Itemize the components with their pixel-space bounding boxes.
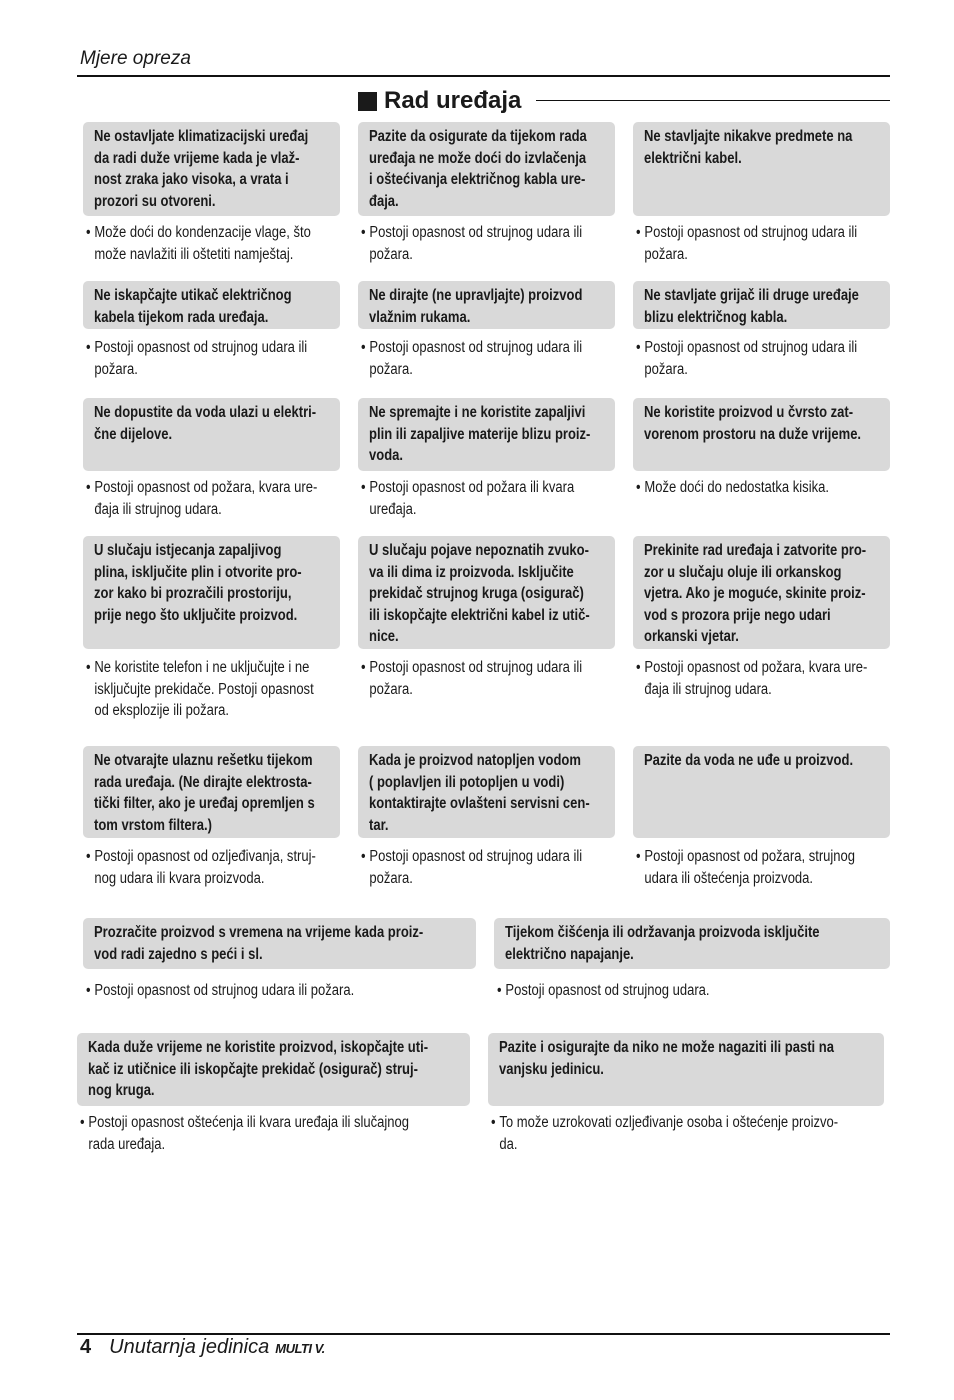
warning-note-text: Postoji opasnost oštećenja ili kvara uređaja ili slučajnog rada uređaja. xyxy=(88,1114,410,1153)
warning-note xyxy=(361,222,618,265)
bullet-icon: • xyxy=(86,479,91,496)
bullet-icon: • xyxy=(636,659,641,676)
running-header: Mjere opreza xyxy=(80,48,191,69)
header-rule xyxy=(77,75,890,77)
warning-title: Tijekom čišćenja ili održavanja proizvoda isključite električno napajanje. xyxy=(505,924,820,963)
warning-note xyxy=(491,1112,887,1155)
warning-title: Ne koristite proizvod u čvrsto zat- vorenom prostoru na duže vrijeme. xyxy=(644,404,862,443)
warning-note xyxy=(361,337,618,380)
warning-title: U slučaju istjecanja zapaljivog plina, isključite plin i otvorite pro- zor kako bi prozračili prostoriju, prije nego što uključite proizvod. xyxy=(94,542,302,624)
warning-note-text: Može doći do nedostatka kisika. xyxy=(644,479,829,496)
warning-title: Prekinite rad uređaja i zatvorite pro- zor u slučaju oluje ili orkanskog vjetra. Ako je moguće, skinite proiz- vod s prozora prije nego udari orkanski vjetar. xyxy=(644,542,867,645)
warning-box xyxy=(77,1033,470,1106)
warning-box xyxy=(358,122,615,216)
bullet-icon: • xyxy=(636,479,641,496)
bullet-icon: • xyxy=(86,848,91,865)
bullet-icon: • xyxy=(361,339,366,356)
warning-box xyxy=(83,918,476,969)
warning-box xyxy=(358,398,615,471)
footer xyxy=(80,1336,325,1359)
bullet-icon: • xyxy=(636,224,641,241)
warning-box xyxy=(358,536,615,649)
warning-title: U slučaju pojave nepoznatih zvuko- va ili dima iz proizvoda. Isključite prekidač strujnog kruga (osigurač) ili iskopčajte električni kabel iz utič- nice. xyxy=(369,542,590,645)
warning-title: Pazite i osigurajte da niko ne može nagaziti ili pasti na vanjsku jedinicu. xyxy=(499,1039,834,1078)
warning-title: Kada duže vrijeme ne koristite proizvod, iskopčajte uti- kač iz utičnice ili iskopčajte prekidač (osigurač) struj- nog kruga. xyxy=(88,1039,429,1099)
warning-note-text: Postoji opasnost od strujnog udara ili požara. xyxy=(94,982,355,999)
warning-note-text: Postoji opasnost od požara, kvara ure- đaja ili strujnog udara. xyxy=(644,659,868,698)
warning-box xyxy=(633,746,890,838)
bullet-icon: • xyxy=(86,339,91,356)
warning-note-text: Postoji opasnost od ozljeđivanja, struj- nog udara ili kvara proizvoda. xyxy=(94,848,316,887)
warning-title: Prozračite proizvod s vremena na vrijeme kada proiz- vod radi zajedno s peći i sl. xyxy=(94,924,424,963)
page-number: 4 xyxy=(80,1336,92,1358)
bullet-icon: • xyxy=(491,1114,496,1131)
warning-note xyxy=(86,337,343,380)
warning-note xyxy=(86,657,343,722)
warning-note xyxy=(361,477,618,520)
warning-note-text: Postoji opasnost od strujnog udara. xyxy=(505,982,710,999)
warning-title: Ne dirajte (ne upravljajte) proizvod vlažnim rukama. xyxy=(369,287,583,326)
warning-note xyxy=(636,477,893,499)
warning-title: Pazite da voda ne uđe u proizvod. xyxy=(644,752,854,769)
warning-box xyxy=(358,746,615,838)
warning-note xyxy=(361,846,618,889)
warning-note-text: Postoji opasnost od strujnog udara ili požara. xyxy=(644,339,858,378)
warning-note-text: Postoji opasnost od strujnog udara ili požara. xyxy=(369,339,583,378)
warning-title: Pazite da osigurate da tijekom rada uređaja ne može doći do izvlačenja i oštećivanja električnog kabla ure- đaja. xyxy=(369,128,587,210)
warning-title: Ne spremajte i ne koristite zapaljivi plin ili zapaljive materije blizu proiz- voda. xyxy=(369,404,591,464)
section-title-text: Rad uređaja xyxy=(384,87,522,114)
warning-note xyxy=(86,980,479,1002)
warning-note xyxy=(636,846,893,889)
warning-note-text: Postoji opasnost od strujnog udara ili požara. xyxy=(369,224,583,263)
bullet-icon: • xyxy=(497,982,502,999)
warning-note xyxy=(497,980,893,1002)
footer-rule xyxy=(77,1333,890,1335)
warning-note xyxy=(86,846,343,889)
warning-title: Kada je proizvod natopljen vodom ( poplavljen ili potopljen u vodi) kontaktirajte ovlašteni servisni cen- tar. xyxy=(369,752,590,834)
warning-box xyxy=(494,918,890,969)
bullet-icon: • xyxy=(636,339,641,356)
warning-title: Ne stavljate grijač ili druge uređaje blizu električnog kabla. xyxy=(644,287,859,326)
square-bullet-icon xyxy=(358,92,377,111)
warning-note-text: Postoji opasnost od strujnog udara ili požara. xyxy=(369,848,583,887)
warning-note-text: Postoji opasnost od strujnog udara ili požara. xyxy=(644,224,858,263)
warning-box xyxy=(358,281,615,329)
warning-box xyxy=(83,536,340,649)
warning-note xyxy=(86,222,343,265)
section-title xyxy=(358,87,521,115)
multi-v-logo: MULTI V. xyxy=(275,1341,325,1356)
bullet-icon: • xyxy=(80,1114,85,1131)
warning-note-text: Postoji opasnost od strujnog udara ili požara. xyxy=(369,659,583,698)
warning-note xyxy=(86,477,343,520)
footer-text: Unutarnja jedinica xyxy=(109,1336,270,1358)
warning-note-text: Postoji opasnost od strujnog udara ili požara. xyxy=(94,339,308,378)
bullet-icon: • xyxy=(361,224,366,241)
warning-note-text: Postoji opasnost od požara, strujnog udara ili oštećenja proizvoda. xyxy=(644,848,856,887)
bullet-icon: • xyxy=(86,982,91,999)
warning-title: Ne iskapčajte utikač električnog kabela tijekom rada uređaja. xyxy=(94,287,292,326)
warning-note-text: Postoji opasnost od požara, kvara ure- đaja ili strujnog udara. xyxy=(94,479,318,518)
warning-note xyxy=(636,657,893,700)
warning-title: Ne otvarajte ulaznu rešetku tijekom rada uređaja. (Ne dirajte elektrosta- tički filter, ako je uređaj opremljen s tom vrstom filtera.) xyxy=(94,752,315,834)
warning-title: Ne stavljajte nikakve predmete na električni kabel. xyxy=(644,128,853,167)
bullet-icon: • xyxy=(361,848,366,865)
bullet-icon: • xyxy=(636,848,641,865)
warning-note xyxy=(636,337,893,380)
warning-note-text: Može doći do kondenzacije vlage, što može navlažiti ili oštetiti namještaj. xyxy=(94,224,311,263)
bullet-icon: • xyxy=(86,659,91,676)
warning-note xyxy=(636,222,893,265)
warning-box xyxy=(83,281,340,329)
section-rule xyxy=(536,100,890,101)
warning-note xyxy=(80,1112,473,1155)
warning-note xyxy=(361,657,618,700)
warning-box xyxy=(83,746,340,838)
warning-title: Ne dopustite da voda ulazi u elektri- čne dijelove. xyxy=(94,404,317,443)
warning-note-text: To može uzrokovati ozljeđivanje osoba i oštećenje proizvo- da. xyxy=(499,1114,839,1153)
warning-note-text: Postoji opasnost od požara ili kvara uređaja. xyxy=(369,479,575,518)
warning-box xyxy=(83,122,340,216)
warning-box xyxy=(488,1033,884,1106)
bullet-icon: • xyxy=(361,479,366,496)
warning-box xyxy=(633,398,890,471)
bullet-icon: • xyxy=(361,659,366,676)
bullet-icon: • xyxy=(86,224,91,241)
warning-box xyxy=(633,536,890,649)
warning-box xyxy=(633,122,890,216)
warning-note-text: Ne koristite telefon i ne uključujte i ne isključujte prekidače. Postoji opasnost od eksplozije ili požara. xyxy=(94,659,314,719)
warning-box xyxy=(633,281,890,329)
warning-title: Ne ostavljate klimatizacijski uređaj da radi duže vrijeme kada je vlaž- nost zraka jako visoka, a vrata i prozori su otvoreni. xyxy=(94,128,309,210)
warning-box xyxy=(83,398,340,471)
